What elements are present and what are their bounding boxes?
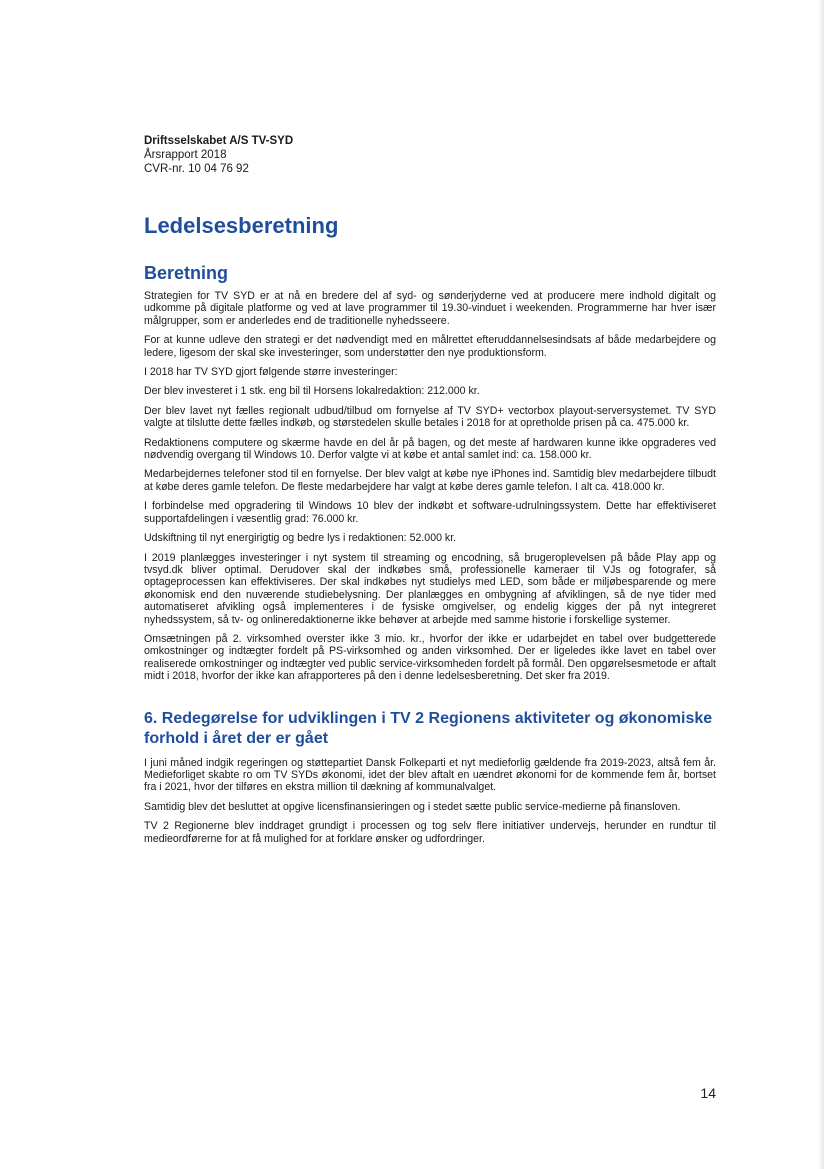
paragraph: Der blev investeret i 1 stk. eng bil til Horsens lokalredaktion: 212.000 kr. [144, 385, 480, 398]
paragraph: TV 2 Regionerne blev inddraget grundigt i processen og tog selv flere initiativer undervejs, herunder en rundtur til medieordførerne for at få mulighed for at forklare ønsker og udfordringer. [144, 820, 716, 845]
report-title: Årsrapport 2018 [144, 149, 227, 161]
company-header [144, 134, 716, 176]
cvr-number: CVR-nr. 10 04 76 92 [144, 163, 249, 175]
paragraph: Redaktionens computere og skærme havde en del år på bagen, og det meste af hardwaren kunne ikke opgraderes ved nødvendig overgang til Windows 10. Derfor valgte vi at købe et antal samlet ind: ca. 158.000 kr. [144, 436, 716, 462]
paragraph: Strategien for TV SYD er at nå en bredere del af syd- og sønderjyderne ved at producere mere indhold digitalt og udkomme på digitale platforme og ved at lave programmer til 19.30-vinduet i weekenden. Programmerne har hver især målgrupper, som er anderledes end de traditionelle nyhedsseere. [144, 290, 716, 327]
paragraph: Samtidig blev det besluttet at opgive licensfinansieringen og i stedet sætte public service-medierne på finansloven. [144, 800, 681, 813]
company-name: Driftsselskabet A/S TV-SYD [144, 135, 294, 147]
page-content [144, 134, 716, 852]
paragraph: I 2018 har TV SYD gjort følgende større investeringer: [144, 366, 398, 379]
paragraph: I juni måned indgik regeringen og støttepartiet Dansk Folkeparti et nyt medieforlig gældende fra 2019-2023, altså fem år. Medieforliget skabte ro om TV SYDs økonomi, idet der blev aftalt en uændret økonomi for de kommende fem år, bortset fra i 2021, hvor der tilføres en ekstra million til dækning af kommunalvalget. [144, 756, 716, 794]
paragraph: I forbindelse med opgradering til Windows 10 blev der indkøbt et software-udrulningssystem. Dette har effektiviseret supportafdelingen i væsentlig grad: 76.000 kr. [144, 500, 716, 525]
main-heading: Ledelsesberetning [144, 213, 339, 238]
paragraph: Omsætningen på 2. virksomhed overstег ikke 3 mio. kr., hvorfor der ikke er udarbejdet en tabel over budgetterede omkostninger og indtægter fordelt på PS-virksomhed og anden virksomhed. Der er ligeledes ikke lavet en tabel over realiserede omkostninger og indtægter ved public service-virksomheden fordelt på formål. Den opgørelsesmetode er aftalt midt i 2018, hvorfor der ikke kan afrapporteres på den i denne ledelsesberetning. Det sker fra 2019. [144, 632, 716, 683]
page-edge-shadow [818, 0, 824, 1169]
paragraph: For at kunne udleve den strategi er det nødvendigt med en målrettet efteruddannelsesindsats af både medarbejdere og ledere, ligesom der skal ske investeringer, som understøtter den nye produktionsform. [144, 334, 716, 359]
paragraph: Der blev lavet nyt fælles regionalt udbud/tilbud om fornyelse af TV SYD+ vectorbox playout-serversystemet. TV SYD valgte at tilslutte dette fælles indkøb, og størstedelen skulle betales i 2018 for at opretholde prisen på ca. 475.000 kr. [144, 404, 716, 430]
paragraph: I 2019 planlægges investeringer i nyt system til streaming og encodning, så brugeroplevelsen på både Play app og tvsyd.dk bliver optimal. Derudover skal der indkøbes små, professionelle kameraer til VJs og fotografer, så optageprocessen kan effektiviseres. Der skal indkøbes nyt studielys med LED, som både er miljøbesparende og mere økonomisk end den nuværende studiebelysning. Der planlægges en ombygning af afviklingen, så de nye tider med automatiseret afvikling også implementeres i de fysiske omgivelser, og endelig kigges der på nyt integreret nyhedssystem, så tv- og onlineredaktionerne ikke behøver at arbejde med samme historie i forskellige systemer. [144, 551, 716, 626]
section-heading-6: 6. Redegørelse for udviklingen i TV 2 Regionens aktiviteter og økonomiske forhold i året der er gået [144, 709, 713, 747]
paragraph: Udskiftning til nyt energirigtig og bedre lys i redaktionen: 52.000 kr. [144, 532, 457, 545]
paragraph: Medarbejdernes telefoner stod til en fornyelse. Der blev valgt at købe nye iPhones ind. Samtidig blev medarbejdere tilbudt at købe deres gamle telefon. De fleste medarbejdere har valgt at købe deres gamle telefon. I alt ca. 418.000 kr. [144, 468, 716, 493]
section-heading-beretning: Beretning [144, 263, 229, 283]
page-number: 14 [700, 1085, 716, 1101]
